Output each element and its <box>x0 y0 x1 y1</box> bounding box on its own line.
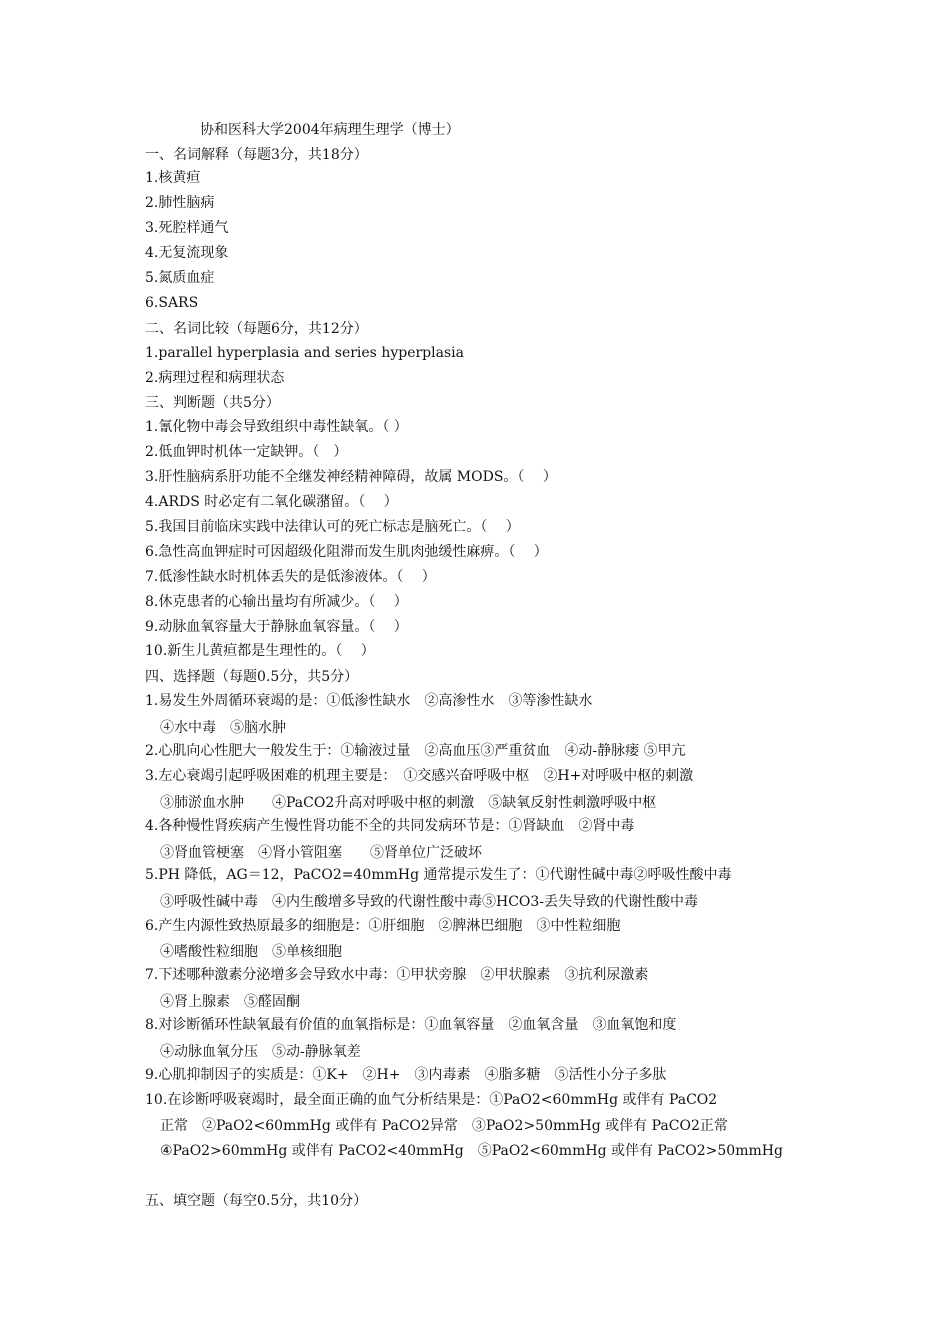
section4-line: 1.易发生外周循环衰竭的是：①低渗性缺水 ②高渗性水 ③等渗性缺水 <box>145 693 593 709</box>
section4-line: 4.各种慢性肾疾病产生慢性肾功能不全的共同发病环节是：①肾缺血 ②肾中毒 <box>145 818 635 834</box>
section4-line: 2.心肌向心性肥大一般发生于：①输液过量 ②高血压③严重贫血 ④动-静脉瘘 ⑤甲亢 <box>145 743 686 759</box>
section4-line: ④水中毒 ⑤脑水肿 <box>160 720 286 736</box>
document-title: 协和医科大学2004年病理生理学（博士） <box>200 122 460 138</box>
section3-item: 5.我国目前临床实践中法律认可的死亡标志是脑死亡。（ ） <box>145 519 520 535</box>
section4-line: ④肾上腺素 ⑤醛固酮 <box>160 994 300 1010</box>
section2-heading: 二、名词比较（每题6分，共12分） <box>145 321 368 337</box>
section3-item: 4.ARDS 时必定有二氧化碳潴留。（ ） <box>145 494 398 510</box>
section3-item: 6.急性高血钾症时可因超级化阻滞而发生肌肉弛缓性麻痹。（ ） <box>145 544 548 560</box>
section1-item: 6.SARS <box>145 295 199 311</box>
section4-line: 8.对诊断循环性缺氧最有价值的血氧指标是：①血氧容量 ②血氧含量 ③血氧饱和度 <box>145 1017 677 1033</box>
section3-item: 8.休克患者的心输出量均有所减少。（ ） <box>145 594 408 610</box>
section1-item: 5.氮质血症 <box>145 270 215 286</box>
section1-item: 2.肺性脑病 <box>145 195 215 211</box>
section1-heading: 一、名词解释（每题3分，共18分） <box>145 147 368 163</box>
section4-line: 3.左心衰竭引起呼吸困难的机理主要是： ①交感兴奋呼吸中枢 ②H+对呼吸中枢的刺激 <box>145 768 694 784</box>
section5-heading: 五、填空题（每空0.5分，共10分） <box>145 1193 368 1209</box>
section4-line: 5.PH 降低，AG＝12，PaCO2=40mmHg 通常提示发生了：①代谢性碱中毒②呼吸性酸中毒 <box>145 867 732 883</box>
section4-line: 正常 ②PaO2<60mmHg 或伴有 PaCO2异常 ③PaO2>50mmHg 或伴有 PaCO2正常 <box>160 1118 728 1134</box>
section3-item: 2.低血钾时机体一定缺钾。（ ） <box>145 444 348 460</box>
section2-item: 2.病理过程和病理状态 <box>145 370 285 386</box>
section4-line: ④动脉血氧分压 ⑤动-静脉氧差 <box>160 1044 361 1060</box>
section3-item: 10.新生儿黄疸都是生理性的。（ ） <box>145 643 375 659</box>
section4-line: 9.心肌抑制因子的实质是：①K+ ②H+ ③内毒素 ④脂多糖 ⑤活性小分子多肽 <box>145 1067 667 1083</box>
section1-item: 4.无复流现象 <box>145 245 229 261</box>
section4-line: 10.在诊断呼吸衰竭时，最全面正确的血气分析结果是：①PaO2<60mmHg 或伴有 PaCO2 <box>145 1092 718 1108</box>
section4-line: ③呼吸性碱中毒 ④内生酸增多导致的代谢性酸中毒⑤HCO3-丢失导致的代谢性酸中毒 <box>160 894 699 910</box>
section1-item: 3.死腔样通气 <box>145 220 229 236</box>
section4-line: ④嗜酸性粒细胞 ⑤单核细胞 <box>160 944 342 960</box>
section4-line: 6.产生内源性致热原最多的细胞是：①肝细胞 ②脾淋巴细胞 ③中性粒细胞 <box>145 918 621 934</box>
section1-item: 1.核黄疸 <box>145 170 201 186</box>
section3-item: 1.氰化物中毒会导致组织中毒性缺氧。（ ） <box>145 419 408 435</box>
section3-item: 7.低渗性缺水时机体丢失的是低渗液体。（ ） <box>145 569 436 585</box>
section3-item: 3.肝性脑病系肝功能不全继发神经精神障碍，故属 MODS。（ ） <box>145 469 557 485</box>
section4-heading: 四、选择题（每题0.5分，共5分） <box>145 669 359 685</box>
section4-line: 7.下述哪种激素分泌增多会导致水中毒：①甲状旁腺 ②甲状腺素 ③抗利尿激素 <box>145 967 649 983</box>
section4-line: ③肾血管梗塞 ④肾小管阻塞 ⑤肾单位广泛破坏 <box>160 845 482 861</box>
section3-heading: 三、判断题（共5分） <box>145 395 280 411</box>
section4-line: ④PaO2>60mmHg 或伴有 PaCO2<40mmHg ⑤PaO2<60mmHg 或伴有 PaCO2>50mmHg <box>160 1143 783 1159</box>
section3-item: 9.动脉血氧容量大于静脉血氧容量。（ ） <box>145 619 408 635</box>
section2-item: 1.parallel hyperplasia and series hyperplasia <box>145 345 464 361</box>
section4-line: ③肺淤血水肿 ④PaCO2升高对呼吸中枢的刺激 ⑤缺氧反射性刺激呼吸中枢 <box>160 795 657 811</box>
